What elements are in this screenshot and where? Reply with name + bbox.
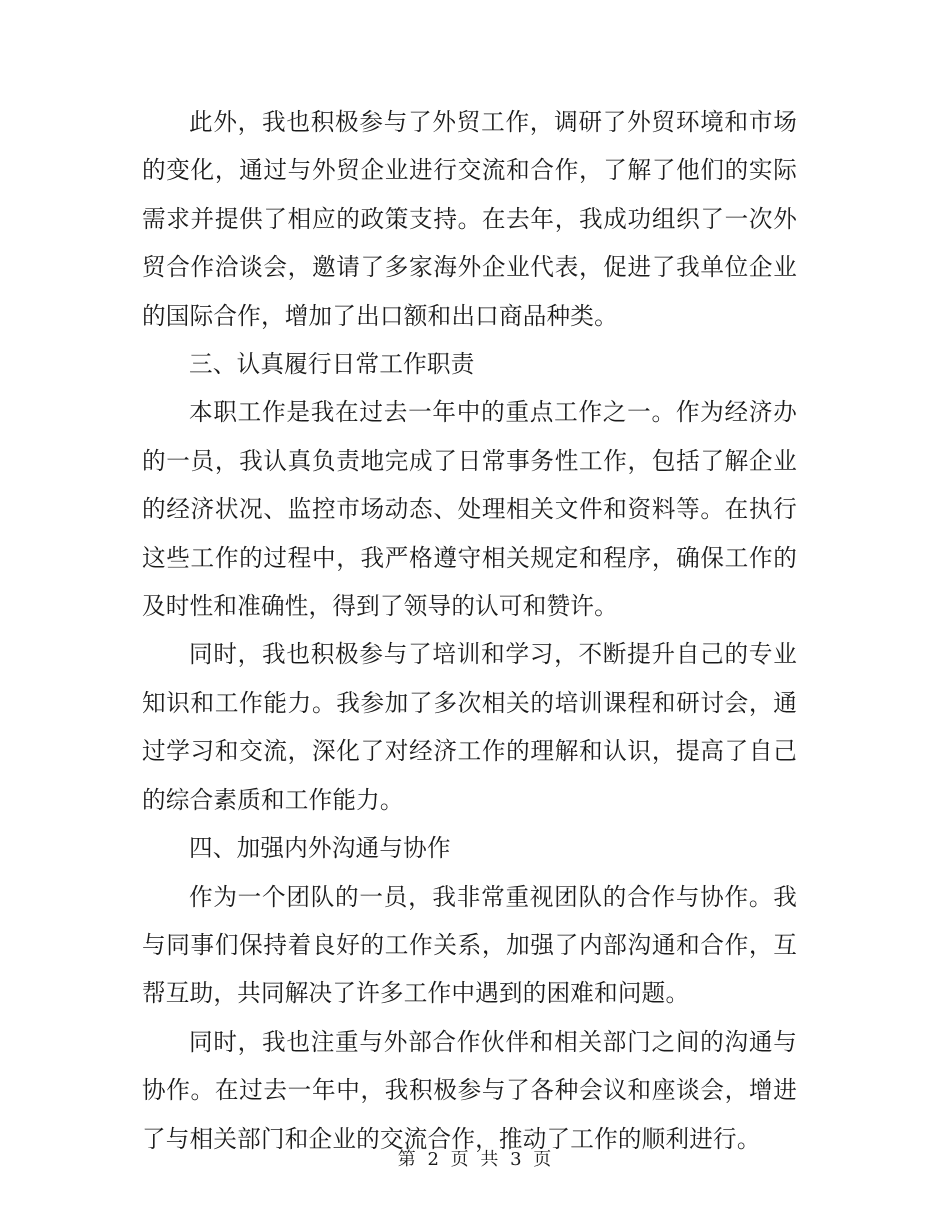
paragraph-team-cooperation: 作为一个团队的一员，我非常重视团队的合作与协作。我与同事们保持着良好的工作关系，加强了内部沟通和合作，互帮互助，共同解决了许多工作中遇到的困难和问题。 (142, 882, 797, 1008)
section-heading-communication: 四、加强内外沟通与协作 (189, 834, 451, 863)
section-heading-daily-duties: 三、认真履行日常工作职责 (189, 350, 475, 379)
paragraph-foreign-trade: 此外，我也积极参与了外贸工作，调研了外贸环境和市场的变化，通过与外贸企业进行交流和合作，了解了他们的实际需求并提供了相应的政策支持。在去年，我成功组织了一次外贸合作洽谈会，邀请了多家海外企业代表，促进了我单位企业的国际合作，增加了出口额和出口商品种类。 (142, 108, 797, 330)
paragraph-external-cooperation: 同时，我也注重与外部合作伙伴和相关部门之间的沟通与协作。在过去一年中，我积极参与了各种会议和座谈会，增进了与相关部门和企业的交流合作，推动了工作的顺利进行。 (142, 1027, 797, 1153)
paragraph-training: 同时，我也积极参与了培训和学习，不断提升自己的专业知识和工作能力。我参加了多次相关的培训课程和研讨会，通过学习和交流，深化了对经济工作的理解和认识，提高了自己的综合素质和工作能力。 (142, 640, 797, 814)
page-number-footer: 第 2 页 共 3 页 (397, 1149, 553, 1170)
paragraph-daily-duties: 本职工作是我在过去一年中的重点工作之一。作为经济办的一员，我认真负责地完成了日常事务性工作，包括了解企业的经济状况、监控市场动态、处理相关文件和资料等。在执行这些工作的过程中，我严格遵守相关规定和程序，确保工作的及时性和准确性，得到了领导的认可和赞许。 (142, 398, 797, 621)
document-body (142, 98, 797, 1163)
